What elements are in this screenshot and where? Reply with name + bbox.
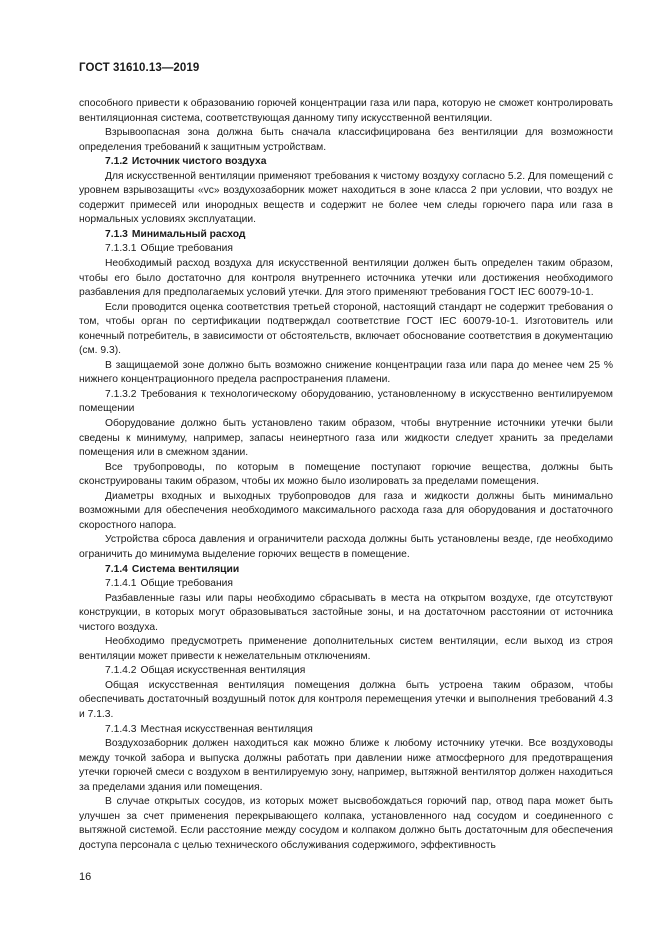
section-heading xyxy=(79,563,613,578)
section-title: Общие требования xyxy=(140,243,233,255)
section-number: 7.1.4.2 xyxy=(105,665,137,677)
subsection-heading xyxy=(79,242,613,257)
paragraph: Если проводится оценка соответствия третьей стороной, настоящий стандарт не содержит требования о том, чтобы орган по сертификации подтверждал соответствие ГОСТ IEC 60079-10-1. Изготовитель или конечный потребитель, в зависимости от обстоятельств, включает обоснование соответствия в документацию (см. 9.3). xyxy=(79,301,613,357)
section-number: 7.1.2 xyxy=(105,156,128,168)
paragraph: Взрывоопасная зона должна быть сначала классифицирована без вентиляции для возможности определения требований к защитным устройствам. xyxy=(79,127,613,153)
section-number: 7.1.4.3 xyxy=(105,723,137,735)
paragraph: Для искусственной вентиляции применяют требования к чистому воздуху согласно 5.2. Для помещений с уровнем взрывозащиты «vc» воздухозаборник может находиться в зоне класса 2 при условии, что воздух не содержит примесей или инородных веществ и содержит не более чем следы горючего пара или газа в нормальных условиях эксплуатации. xyxy=(79,170,613,226)
section-title: Местная искусственная вентиляция xyxy=(140,723,313,735)
paragraph: Общая искусственная вентиляция помещения должна быть устроена таким образом, чтобы обеспечивать достаточный воздушный поток для контроля перемещения утечки и выполнения требований 4.3 и 7.1.3. xyxy=(79,679,613,720)
section-title: Общая искусственная вентиляция xyxy=(140,665,306,677)
paragraph: Необходимо предусмотреть применение дополнительных систем вентиляции, если выход из строя вентиляции может привести к нежелательным отключениям. xyxy=(79,636,613,662)
paragraph: Разбавленные газы или пары необходимо сбрасывать в места на открытом воздухе, где отсутствуют конструкции, в которых могут образовываться застойные зоны, и на достаточном расстоянии от источника чистого воздуха. xyxy=(79,592,613,633)
section-number: 7.1.4.1 xyxy=(105,578,137,590)
paragraph: В защищаемой зоне должно быть возможно снижение концентрации газа или пара до менее чем 25 % нижнего концентрационного предела распространения пламени. xyxy=(79,359,613,386)
section-number: 7.1.3.2 xyxy=(105,388,137,400)
section-title: Требования к технологическому оборудованию, установленному в искусственно вентилируемом помещении xyxy=(79,388,613,415)
section-number: 7.1.4 xyxy=(105,563,128,575)
paragraph: Все трубопроводы, по которым в помещение поступают горючие вещества, должны быть сконструированы таким образом, чтобы их можно было изолировать за пределами помещения. xyxy=(79,461,613,488)
paragraph: Необходимый расход воздуха для искусственной вентиляции должен быть определен таким образом, чтобы его было достаточно для контроля внутреннего источника утечки или достижения необходимого разбавления для предполагаемых условий утечки. Для этого применяют требования ГОСТ IEC 60079-10-1. xyxy=(79,258,613,299)
section-title: Система вентиляции xyxy=(131,563,240,575)
subsection-heading xyxy=(79,577,613,592)
section-title: Общие требования xyxy=(140,578,233,590)
paragraph-continuation: способного привести к образованию горючей концентрации газа или пара, которую не сможет контролировать вентиляционная система, соответствующая данному типу искусственной вентиляции. xyxy=(79,98,613,124)
document-body xyxy=(79,97,613,853)
section-number: 7.1.3 xyxy=(105,228,128,240)
section-title: Источник чистого воздуха xyxy=(131,156,267,168)
section-number: 7.1.3.1 xyxy=(105,243,137,255)
paragraph: Оборудование должно быть установлено таким образом, чтобы внутренние источники утечки были сведены к минимуму, например, запасы неинертного газа или жидкости следует хранить за пределами помещения или в смежном здании. xyxy=(79,418,613,459)
paragraph: Воздухозаборник должен находиться как можно ближе к любому источнику утечки. Все воздуховоды между точкой забора и выпуска должны работать при давлении ниже атмосферного для предотвращения утечки горючей смеси с воздухом в вентилируемую зону, например, вытяжной вентилятор должен находиться за пределами здания или помещения. xyxy=(79,738,613,793)
section-heading xyxy=(79,228,613,243)
subsection-heading xyxy=(79,664,613,679)
subsection-heading xyxy=(79,388,613,417)
subsection-heading xyxy=(79,723,613,738)
paragraph: В случае открытых сосудов, из которых может высвобождаться горючий пар, отвод пара может быть улучшен за счет применения перекрывающего колпака, установленного над сосудом и соединенного с вытяжной системой. Если расстояние между сосудом и колпаком должно быть достаточным для обеспечения доступа персонала с целью технического обслуживания содержимого, эффективность xyxy=(79,796,613,851)
section-title: Минимальный расход xyxy=(131,228,246,240)
document-header: ГОСТ 31610.13—2019 xyxy=(79,62,200,74)
section-heading xyxy=(79,155,613,170)
paragraph: Устройства сброса давления и ограничители расхода должны быть установлены везде, где необходимо ограничить до минимума выделение горючих веществ в помещение. xyxy=(79,534,613,560)
paragraph: Диаметры входных и выходных трубопроводов для газа и жидкости должны быть минимально возможными для обеспечения необходимого максимального расхода газа для оборудования и достаточного скоростного напора. xyxy=(79,490,613,531)
page-number: 16 xyxy=(79,871,92,883)
